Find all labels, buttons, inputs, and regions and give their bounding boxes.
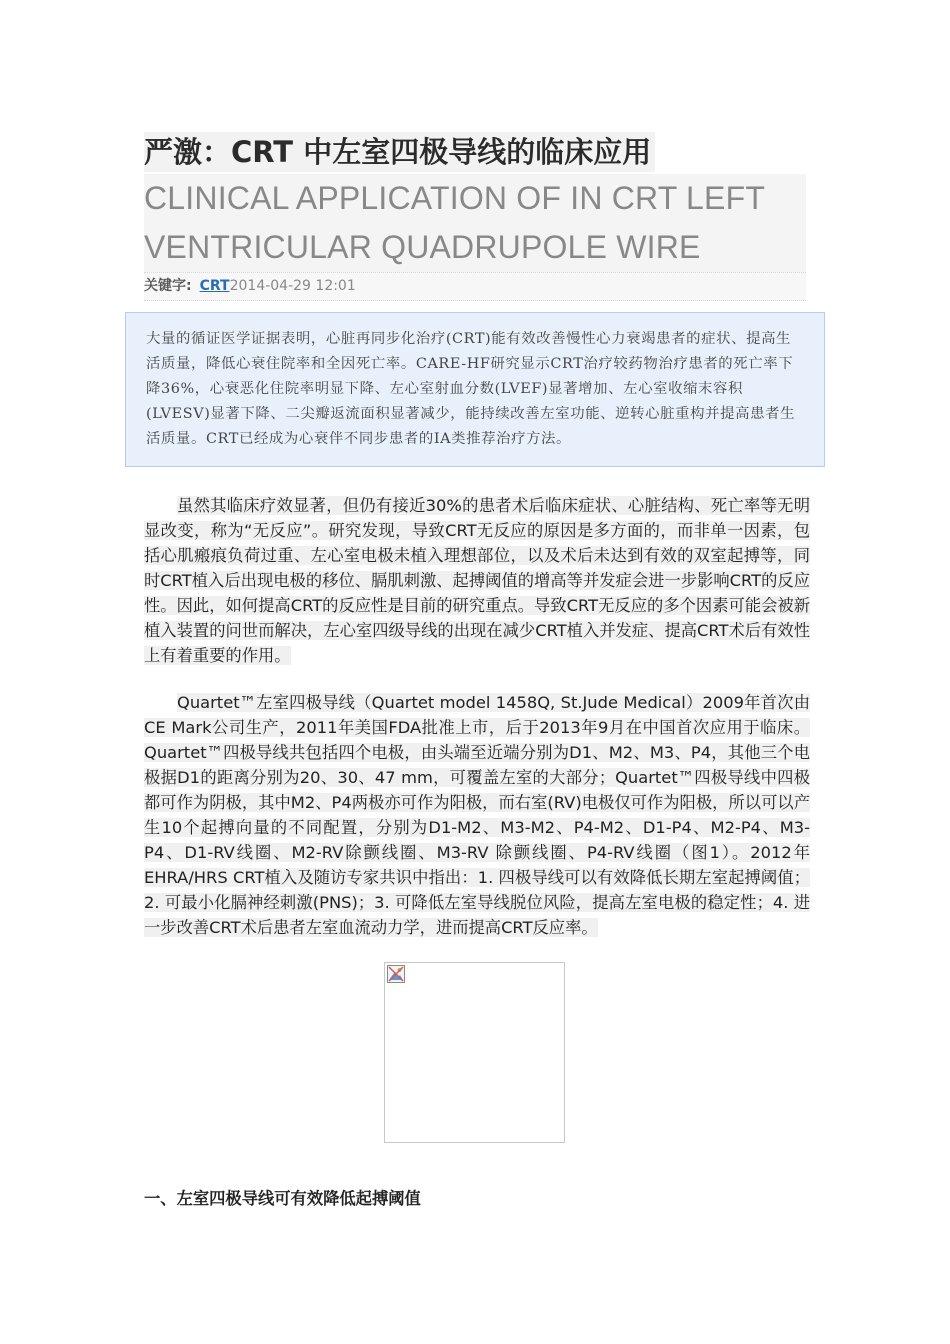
keyword-label: 关键字: xyxy=(144,278,192,294)
article-title: 严激：CRT 中左室四极导线的临床应用 xyxy=(144,132,655,172)
section-heading: 一、左室四极导线可有效降低起搏阈值 xyxy=(144,1189,421,1208)
body-paragraph xyxy=(144,493,810,668)
article-meta xyxy=(144,272,806,301)
broken-image-icon xyxy=(387,965,405,983)
figure-image-placeholder xyxy=(384,962,565,1143)
abstract-text: 大量的循证医学证据表明，心脏再同步化治疗(CRT)能有效改善慢性心力衰竭患者的症状、提高生活质量，降低心衰住院率和全因死亡率。CARE-HF研究显示CRT治疗较药物治疗患者的死亡率下降36%，心衰恶化住院率明显下降、左心室射血分数(LVEF)显著增加、左心室收缩末容积(LVESV)显著下降、二尖瓣返流面积显著减少，能持续改善左室功能、逆转心脏重构并提高患者生活质量。CRT已经成为心衰伴不同步患者的ⅠA类推荐治疗方法。 xyxy=(146,331,796,447)
body-paragraph xyxy=(144,690,810,940)
paragraph-text: Quartet™左室四极导线（Quartet model 1458Q, St.Jude Medical）2009年首次由CE Mark公司生产，2011年美国FDA批准上市，后于2013年9月在中国首次应用于临床。Quartet™四极导线共包括四个电极，由头端至近端分别为D1、M2、M3、P4，其他三个电极据D1的距离分别为20、30、47 mm，可覆盖左室的大部分；Quartet™四极导线中四极都可作为阴极，其中M2、P4两极亦可作为阳极，而右室(RV)电极仅可作为阳极，所以可以产生10个起搏向量的不同配置，分别为D1-M2、M3-M2、P4-M2、D1-P4、M2-P4、M3-P4、D1-RV线圈、M2-RV除颤线圈、M3-RV 除颤线圈、P4-RV线圈（图1）。2012年EHRA/HRS CRT植入及随访专家共识中指出：1. 四极导线可以有效降低长期左室起搏阈值；2. 可最小化膈神经刺激(PNS)；3. 可降低左室导线脱位风险，提高左室电极的稳定性；4. 进一步改善CRT术后患者左室血流动力学，进而提高CRT反应率。 xyxy=(144,693,810,937)
article-subtitle-english: CLINICAL APPLICATION OF IN CRT LEFT VENTRICULAR QUADRUPOLE WIRE xyxy=(144,174,806,272)
paragraph-text: 虽然其临床疗效显著，但仍有接近30%的患者术后临床症状、心脏结构、死亡率等无明显改变，称为“无反应”。研究发现，导致CRT无反应的原因是多方面的，而非单一因素，包括心肌瘢痕负荷过重、左心室电极未植入理想部位，以及术后未达到有效的双室起搏等，同时CRT植入后出现电极的移位、膈肌刺激、起搏阈值的增高等并发症会进一步影响CRT的反应性。因此，如何提高CRT的反应性是目前的研究重点。导致CRT无反应的多个因素可能会被新植入装置的问世而解决，左心室四级导线的出现在减少CRT植入并发症、提高CRT术后有效性上有着重要的作用。 xyxy=(144,496,810,665)
article-abstract xyxy=(125,312,825,467)
keyword-link[interactable]: CRT xyxy=(199,278,230,294)
publish-date: 2014-04-29 12:01 xyxy=(229,278,356,294)
